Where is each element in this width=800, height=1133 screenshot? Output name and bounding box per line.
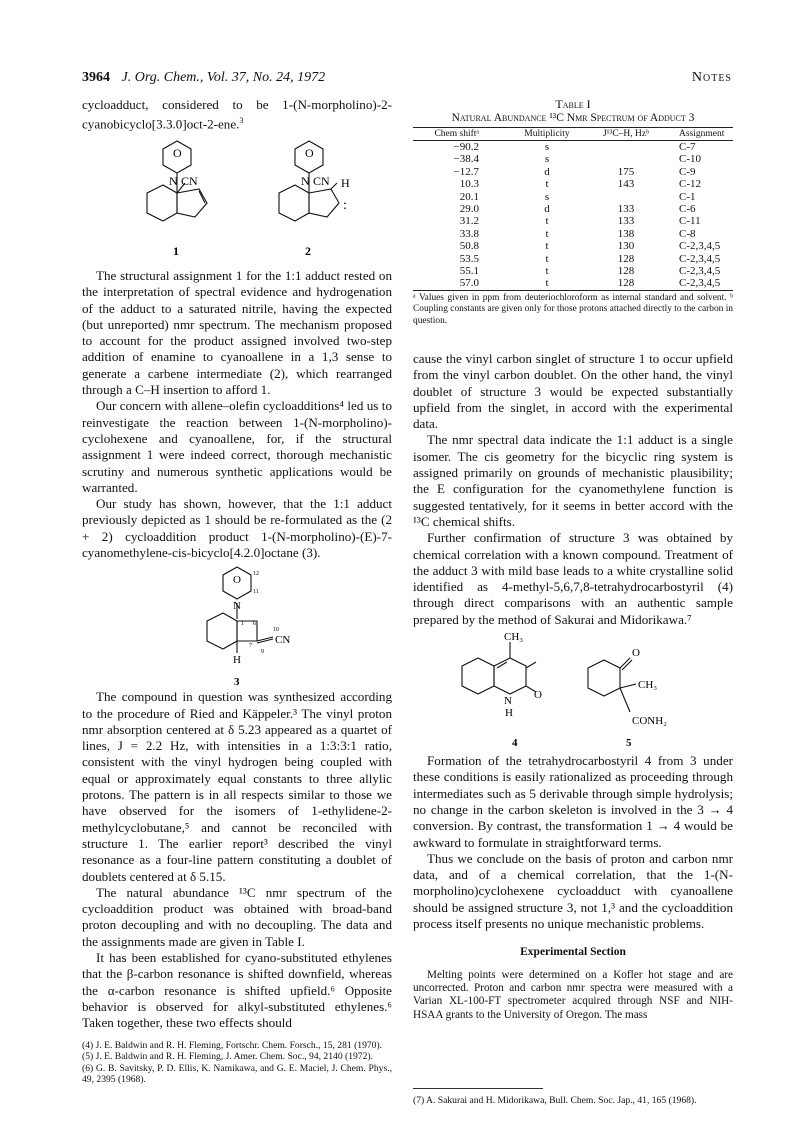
table-cell: 175 (617, 165, 635, 178)
s1-O: O (173, 145, 182, 160)
s5-number: 5 (626, 737, 632, 750)
s2-carbene-dots: : (343, 197, 347, 213)
table-cell: 130 (617, 240, 635, 253)
left-paragraph-3: Our concern with allene–olefin cycloadditions⁴ led us to reinvestigate the reaction between 1-(N-morpholino)-cyclohexene and cyanoallene, for, if the structural assignment 1 were indeed correct, thorough mechanistic scrutiny and numerous synthetic applications would be warranted. (82, 398, 392, 495)
table-1 (413, 97, 733, 327)
running-header (82, 70, 732, 90)
right-paragraph-4: Formation of the tetrahydrocarbostyril 4 from 3 under these conditions is easily rationalized as proceeding through intermediates such as 5 derivable through simple hydrolysis; no change in the carbon skeleton is involved in the 3 → 4 conversion. By contrast, the transformation 1 → 4 would be awkward to formulate in straightforward terms. (413, 753, 733, 850)
table-cell: 31.2 (459, 215, 479, 228)
table-cell: C-2,3,4,5 (663, 277, 733, 290)
experimental-paragraph: Melting points were determined on a Kofler hot stage and are uncorrected. Proton and carbon nmr spectra were measured with a Varian XL-100-FT spectrometer acquired through NSF and NIH-HSAA grants to the University of Oregon. The mass (413, 968, 733, 1021)
s2-N: N (301, 173, 310, 188)
table-cell: −12.7 (453, 165, 479, 178)
table-cell: s (544, 153, 550, 166)
table-cell: t (545, 252, 549, 265)
table-cell: 133 (617, 203, 635, 216)
s1-N: N (169, 173, 178, 188)
table-cell: 29.0 (459, 203, 479, 216)
table-cell: t (545, 265, 549, 278)
table-cell: C-6 (679, 203, 696, 216)
footnote-5: (5) J. E. Baldwin and R. H. Fleming, J. Amer. Chem. Soc., 94, 2140 (1972). (82, 1051, 373, 1063)
col-header-shift: Chem shiftᵃ (413, 128, 505, 141)
s2-CN: CN (313, 173, 330, 188)
table-row (413, 253, 733, 265)
s3-O: O (233, 574, 241, 587)
table-cell: 33.8 (459, 227, 479, 240)
table-cell: t (545, 240, 549, 253)
table-header-row (413, 128, 733, 141)
table-cell: C-9 (679, 165, 696, 178)
s3-CN: CN (275, 634, 291, 647)
footnote-4: (4) J. E. Baldwin and R. H. Fleming, Fortschr. Chem. Forsch., 15, 281 (1970). (82, 1039, 383, 1051)
table-cell: C-7 (679, 141, 696, 153)
table-cell: C-1 (679, 190, 696, 203)
s4-N: N (504, 695, 512, 708)
s5-O: O (632, 647, 640, 660)
table-cell: C-8 (679, 227, 696, 240)
table-row (413, 228, 733, 240)
table-cell: 133 (617, 215, 635, 228)
nmr-table (413, 127, 733, 291)
left-paragraph-6: The natural abundance ¹³C nmr spectrum of the cycloaddition product was obtained with broad-band proton decoupling and with no decoupling. The data and the assignments made are given in Table I. (82, 884, 392, 949)
table-label: Table I (555, 97, 591, 111)
footnote-7-block (413, 1080, 733, 1107)
table-cell: C-11 (679, 215, 701, 228)
table-cell: 57.0 (413, 277, 505, 290)
right-paragraph-2: The nmr spectral data indicate the 1:1 adduct is a single isomer. The cis geometry for the bicyclic ring system is assigned primarily on grounds of mechanistic plausibility; the E configuration for the cyanomethylene function is suggested tentatively, for it seems in better accord with the ¹³C chemical shifts. (413, 432, 733, 529)
footnote-6: (6) G. B. Savitsky, P. D. Ellis, K. Namikawa, and G. E. Maciel, J. Chem. Phys., 49, 2395 (1968). (82, 1062, 392, 1086)
table-row (413, 166, 733, 178)
s3-N: N (233, 600, 241, 613)
table-row (413, 277, 733, 290)
table-cell: s (544, 190, 550, 203)
table-cell: 128 (589, 277, 663, 290)
journal-citation: J. Org. Chem., Vol. 37, No. 24, 1972 (121, 70, 326, 85)
table-cell: 10.3 (459, 178, 479, 191)
table-cell: C-2,3,4,5 (679, 240, 721, 253)
s3-label-12: 12 (253, 571, 259, 578)
table-cell: C-10 (679, 153, 701, 166)
left-paragraph-7: It has been established for cyano-substituted ethylenes that the β-carbon resonance is shifted downfield, whereas the α-carbon resonance is shifted upfield.⁶ Opposite behavior is observed for alkyl-substituted ethylenes.⁶ Taken together, these two effects should (82, 950, 392, 1031)
s1-number: 1 (173, 243, 179, 258)
s4-H: H (505, 707, 513, 720)
table-row (413, 191, 733, 203)
structure-3 (137, 561, 337, 689)
table-cell: −90.2 (453, 141, 479, 153)
table-row (413, 215, 733, 227)
s3-label-11: 11 (253, 589, 259, 596)
s3-label-9: 9 (261, 649, 264, 656)
s3-label-1: 1 (241, 621, 244, 628)
table-cell: 138 (617, 227, 635, 240)
page-number: 3964 (82, 70, 110, 85)
s3-number: 3 (234, 676, 240, 689)
table-cell: t (505, 277, 589, 290)
table-cell: 128 (617, 265, 635, 278)
col-header-multiplicity: Multiplicity (505, 128, 589, 141)
table-cell (589, 153, 663, 165)
s2-H: H (341, 175, 350, 190)
table-row (413, 265, 733, 277)
structures-1-2 (87, 133, 387, 268)
s1-CN: CN (181, 173, 198, 188)
table-row (413, 203, 733, 215)
right-paragraph-5: Thus we conclude on the basis of proton and carbon nmr data, and of a chemical correlation, that the 1-(N-morpholino)cyclohexene cycloadduct with cyanoallene should be assigned structure 3, not 1,³ and the cycloaddition process itself presents no unique mechanistic problems. (413, 850, 733, 932)
right-column (413, 351, 733, 1022)
s3-H: H (233, 654, 241, 667)
table-row (413, 141, 733, 154)
s4-number: 4 (512, 737, 518, 750)
table-cell (589, 141, 663, 154)
table-cell: d (544, 165, 550, 178)
left-column (82, 97, 392, 1086)
s2-O: O (305, 145, 314, 160)
left-paragraph-5: The compound in question was synthesized according to the procedure of Ried and Käppeler.³ The vinyl proton nmr absorption centered at δ 5.23 appeared as a quartet of lines, J = 2.2 Hz, with intensities in a 1:3:3:1 ratio, consistent with the vinyl hydrogen being coupled with equal or approximately equal constants to three allylic protons. The pattern is in all respects similar to those we have observed for the isomers of 1-ethylidene-2-methylcyclobutane,⁵ and cannot be reconciled with structure 1. The earlier report³ described the vinyl resonance as a four-line pattern constituting a doublet of doublets centered at δ 5.15. (82, 689, 392, 884)
right-paragraph-3: Further confirmation of structure 3 was obtained by chemical correlation with a known compound. Treatment of the adduct 3 with mild base leads to a white crystalline solid identified as 4-methyl-5,6,7,8-tetrahydrocarbostyril (4) through direct comparisons with an authentic sample prepared by the method of Sakurai and Midorikawa.⁷ (413, 530, 733, 627)
s4-CH3: CH₃ (504, 631, 524, 644)
table-cell: 53.5 (459, 252, 479, 265)
table-cell: −38.4 (453, 153, 479, 166)
s2-number: 2 (305, 243, 311, 258)
table-cell: C-12 (679, 178, 701, 191)
table-footnote: ᵃ Values given in ppm from deuteriochloroform as internal standard and solvent. ᵇ Coupling constants are given only for those protons attached directly to the carbon in question. (413, 292, 733, 326)
table-row (413, 178, 733, 190)
footnote-divider (413, 1088, 543, 1089)
col-header-assignment: Assignment (663, 128, 733, 141)
col-header-coupling: J¹³C–H, Hzᵇ (589, 128, 663, 141)
table-row (413, 240, 733, 252)
section-label: Notes (691, 70, 732, 85)
table-cell: 143 (617, 178, 635, 191)
s3-label-7: 7 (249, 643, 252, 650)
table-cell: C-2,3,4,5 (679, 252, 721, 265)
s4-O: O (534, 689, 542, 702)
table-cell: 55.1 (459, 265, 479, 278)
table-cell: C-2,3,4,5 (679, 265, 721, 278)
table-cell: 128 (617, 252, 635, 265)
experimental-heading: Experimental Section (520, 946, 626, 959)
right-paragraph-1: cause the vinyl carbon singlet of structure 1 to occur upfield from the vinyl carbon doublet. On the other hand, the vinyl doublet of structure 3 would be expected substantially upfield from the singlet, in accord with the experimental data. (413, 351, 733, 432)
table-cell: d (544, 203, 550, 216)
left-paragraph-2: The structural assignment 1 for the 1:1 adduct rested on the interpretation of spectral evidence and hydrogenation of the adduct to a saturated nitrile, having the expected (but unreported) nmr spectrum. The mechanism proposed to account for the product assigned involved two-step addition of enamine to cyanoallene in a 1,3 sense to generate a carbene intermediate (2), which rearranged through a C–H insertion to afford 1. (82, 267, 392, 398)
left-paragraph-4: Our study has shown, however, that the 1:1 adduct previously depicted as 1 should be re-formulated as the (2 + 2) cycloaddition product 1-(N-morpholino)-(E)-7-cyanomethylene-cis-bicyclo[4.2.0]octane (3). (82, 496, 392, 560)
table-row (413, 153, 733, 165)
table-cell: s (544, 141, 550, 153)
table-title: Natural Abundance ¹³C Nmr Spectrum of Adduct 3 (451, 112, 695, 124)
s3-label-10: 10 (273, 627, 279, 634)
table-cell: 50.8 (459, 240, 479, 253)
table-cell: t (545, 227, 549, 240)
s3-label-6: 6 (253, 621, 256, 628)
table-cell: t (545, 215, 549, 228)
footnote-7: (7) A. Sakurai and H. Midorikawa, Bull. Chem. Soc. Jap., 41, 165 (1968). (413, 1095, 697, 1106)
structures-4-5 (418, 628, 728, 753)
table-cell (589, 191, 663, 203)
table-cell: 20.1 (459, 190, 479, 203)
s5-CONH2: CONH₂ (632, 715, 668, 728)
left-paragraph-1: cycloadduct, considered to be 1-(N-morpholino)-2-cyanobicyclo[3.3.0]oct-2-ene.$^3$ (82, 97, 392, 132)
table-cell: t (545, 178, 549, 191)
s5-CH3: CH₃ (638, 679, 658, 692)
